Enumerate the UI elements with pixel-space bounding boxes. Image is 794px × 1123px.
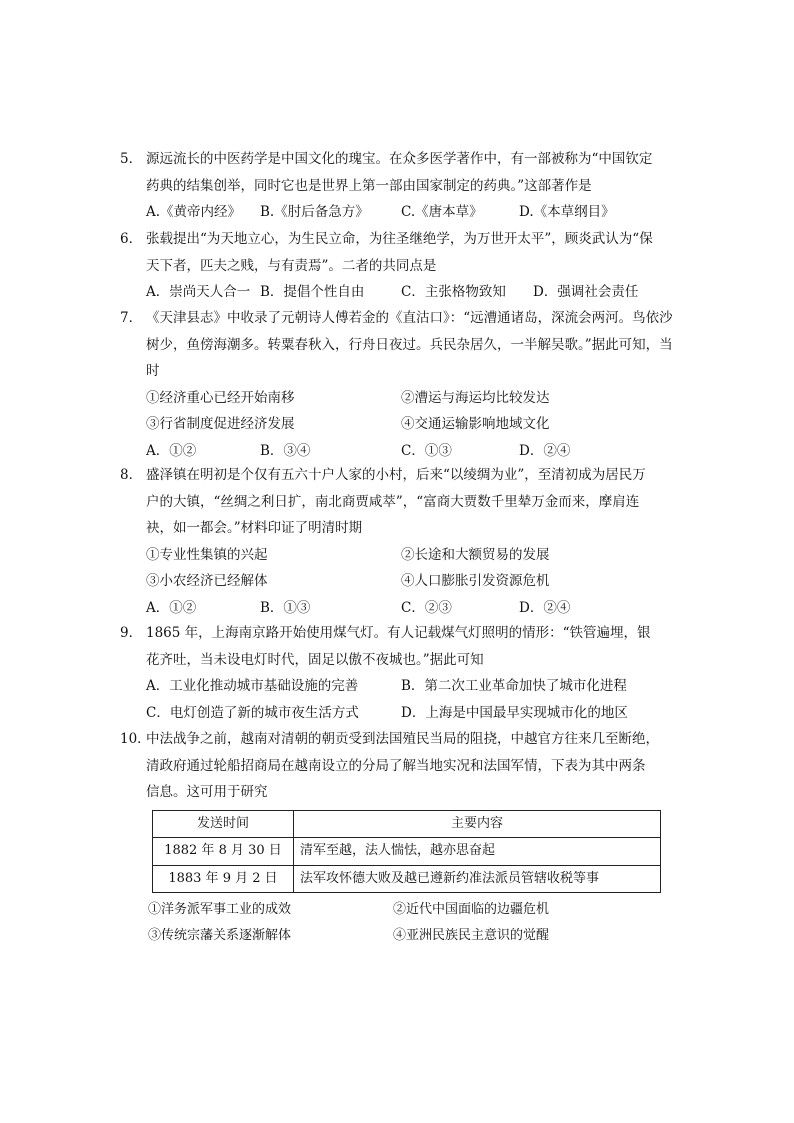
table-row [153, 865, 661, 893]
question-stem-line: 树少，鱼傍海潮多。转粟春秋入，行舟日夜过。兵民杂居久，一半解吴歌。”据此可知，当 [146, 336, 673, 353]
statement-3: ③行省制度促进经济发展 [146, 416, 295, 432]
statement-1: ①洋务派军事工业的成效 [148, 902, 292, 917]
question-10 [120, 726, 680, 949]
question-stem-line: 盛泽镇在明初是个仅有五六十户人家的小村，后来“以绫绸为业”，至清初成为居民万 [146, 467, 646, 483]
table-header-cell: 发送时间 [153, 810, 294, 838]
question-8 [120, 462, 680, 621]
option-c[interactable]: C.《唐本草》 [401, 204, 483, 220]
question-number: 6． [120, 231, 143, 247]
option-b[interactable]: B．第二次工业革命加快了城市化进程 [401, 678, 627, 694]
option-d[interactable]: D．强调社会责任 [533, 284, 639, 300]
question-number: 10． [120, 731, 151, 747]
option-d[interactable]: D.《本草纲目》 [519, 204, 615, 220]
question-stem-line: 信息。这可用于研究 [146, 784, 268, 800]
option-a[interactable]: A．工业化推动城市基础设施的完善 [146, 678, 359, 694]
option-b[interactable]: B．①③ [260, 599, 311, 616]
answer-options [120, 595, 680, 622]
statement-1: ①专业性集镇的兴起 [146, 546, 268, 563]
question-stem-line: 天下者，匹夫之贱，与有责焉”。二者的共同点是 [146, 257, 437, 274]
table-header-cell: 主要内容 [294, 810, 661, 838]
question-number: 5． [120, 151, 143, 167]
statement-4: ④人口膨胀引发资源危机 [401, 573, 550, 589]
question-number: 8． [120, 467, 143, 483]
statement-list [120, 897, 680, 949]
statement-3: ③小农经济已经解体 [146, 573, 268, 589]
table-cell-date: 1882 年 8 月 30 日 [153, 838, 294, 866]
question-9 [120, 620, 680, 726]
answer-options [120, 199, 680, 226]
statement-list [120, 542, 680, 595]
option-c[interactable]: C．电灯创造了新的城市夜生活方式 [146, 704, 359, 721]
question-stem-line: 时 [146, 363, 160, 379]
option-a[interactable]: A．①② [146, 599, 197, 616]
statement-2: ②长途和大额贸易的发展 [401, 546, 550, 563]
option-b[interactable]: B.《肘后备急方》 [260, 204, 369, 220]
question-stem-line: 户的大镇，“丝绸之利日扩，南北商贾咸萃”，“富商大贾数千里辇万金而来，摩肩连 [146, 493, 640, 510]
info-table [152, 810, 661, 894]
question-stem-line: 源远流长的中医药学是中国文化的瑰宝。在众多医学著作中，有一部被称为“中国钦定 [146, 151, 653, 167]
question-stem-line: 花齐吐，当未设电灯时代，固足以傲不夜城也。”据此可知 [146, 651, 484, 668]
question-number: 7． [120, 310, 143, 326]
table-row [153, 838, 661, 866]
question-stem-line: 《天津县志》中收录了元朝诗人傅若金的《直沽口》：“远漕通诸岛，深流会两河。鸟依沙 [146, 310, 673, 326]
table-cell-content: 法军攻怀德大败及越已遵新约准法派员管辖收税等事 [294, 865, 661, 893]
question-stem-line: 清政府通过轮船招商局在越南设立的分局了解当地实况和法国军情，下表为其中两条 [146, 757, 646, 774]
statement-4: ④交通运输影响地域文化 [401, 416, 550, 432]
option-d[interactable]: D．②④ [519, 599, 571, 616]
answer-options [120, 438, 680, 465]
option-b[interactable]: B．提倡个性自由 [260, 284, 365, 300]
question-stem-line: 药典的结集创举，同时它也是世界上第一部由国家制定的药典。”这部著作是 [146, 177, 592, 194]
option-c[interactable]: C．①③ [401, 442, 452, 459]
question-stem-line: 张载提出“为天地立心，为生民立命，为往圣继绝学，为万世开太平”，顾炎武认为“保 [146, 231, 653, 247]
option-a[interactable]: A.《黄帝内经》 [146, 204, 242, 220]
statement-list [120, 385, 680, 438]
question-5 [120, 146, 680, 226]
question-6 [120, 226, 680, 306]
answer-options [120, 673, 680, 726]
option-a[interactable]: A．①② [146, 442, 197, 459]
statement-2: ②近代中国面临的边疆危机 [393, 902, 550, 917]
question-stem-line: 袂，如一都会。”材料印证了明清时期 [146, 520, 363, 536]
answer-options [120, 279, 680, 306]
statement-3: ③传统宗藩关系逐渐解体 [148, 928, 292, 943]
statement-2: ②漕运与海运均比较发达 [401, 389, 550, 406]
statement-4: ④亚洲民族民主意识的觉醒 [393, 928, 550, 943]
option-a[interactable]: A．崇尚天人合一 [146, 284, 251, 300]
option-c[interactable]: C．②③ [401, 599, 452, 616]
question-stem-line: 1865 年，上海南京路开始使用煤气灯。有人记载煤气灯照明的情形：“铁管遍埋，银 [146, 625, 651, 641]
table-cell-content: 清军至越，法人惴怯，越亦思奋起 [294, 838, 661, 866]
question-7 [120, 305, 680, 464]
question-number: 9． [120, 625, 143, 641]
table-header-row [153, 810, 661, 838]
statement-1: ①经济重心已经开始南移 [146, 389, 295, 406]
option-b[interactable]: B．③④ [260, 442, 311, 459]
option-c[interactable]: C．主张格物致知 [401, 284, 506, 300]
table-cell-date: 1883 年 9 月 2 日 [153, 865, 294, 893]
option-d[interactable]: D．上海是中国最早实现城市化的地区 [401, 704, 628, 721]
question-stem-line: 中法战争之前，越南对清朝的朝贡受到法国殖民当局的阻挠，中越官方往来几至断绝， [146, 731, 659, 747]
option-d[interactable]: D．②④ [519, 442, 571, 459]
